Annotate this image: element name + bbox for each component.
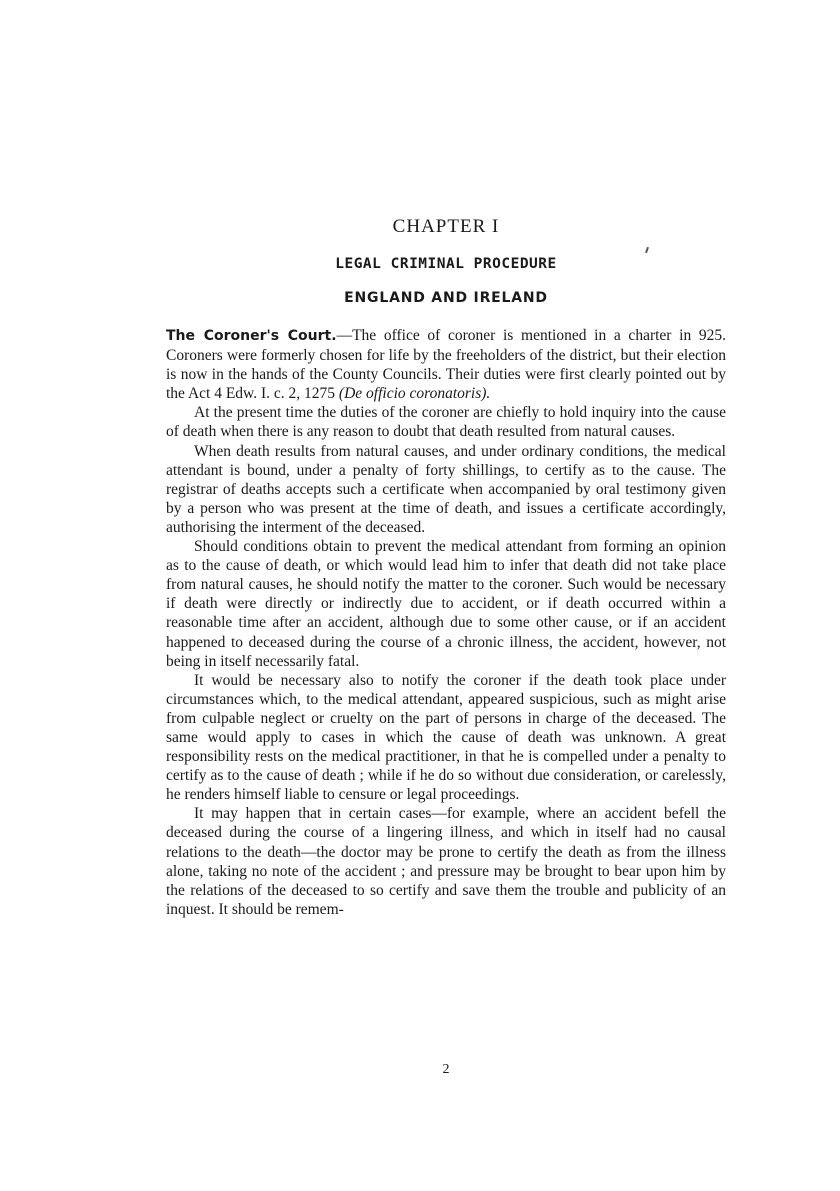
paragraph-text: —The office of coroner is mentioned in a charter in 925. Coroners were formerly chosen for life by the freeholders of the district, but their election is now in the hands of the County Councils. Their duties were first clearly pointed out by the Act 4 Edw. I. c. 2, 1275 [166, 327, 727, 403]
subsection-title: ENGLAND AND IRELAND [344, 290, 548, 306]
paragraph: When death results from natural causes, and under ordinary conditions, the medical attendant is bound, under a penalty of forty shillings, to certify as to the cause. The registrar of deaths accepts such a certificate when accompanied by oral testimony given by a person who was present at the time of death, and issues a certificate accordingly, authorising the interment of the deceased. [166, 442, 726, 536]
latin-citation: (De officio coronatoris). [338, 385, 491, 403]
run-in-heading: The Coroner's Court. [166, 328, 337, 344]
section-title: LEGAL CRIMINAL PROCEDURE [335, 256, 557, 272]
chapter-title: CHAPTER I [392, 216, 500, 237]
body-text [166, 326, 726, 919]
paragraph-coroners-court [166, 326, 726, 403]
paragraph: At the present time the duties of the coroner are chiefly to hold inquiry into the cause of death when there is any reason to doubt that death resulted from natural causes. [166, 404, 726, 441]
paragraph: It would be necessary also to notify the coroner if the death took place under circumstances which, to the medical attendant, appeared suspicious, such as might arise from culpable neglect or cruelty on the part of persons in charge of the deceased. The same would apply to cases in which the cause of death was unknown. A great responsibility rests on the medical practitioner, in that he is compelled under a penalty to certify as to the cause of death ; while if he do so without due consideration, or carelessly, he renders himself liable to censure or legal proceedings. [166, 671, 726, 804]
paragraph: It may happen that in certain cases—for example, where an accident befell the deceased during the course of a lingering illness, and which in itself had no causal relations to the death—the doctor may be prone to certify the death as from the illness alone, taking no note of the accident ; and pressure may be brought to bear upon him by the relations of the deceased to so certify and save them the trouble and publicity of an inquest. It should be remem- [166, 805, 726, 918]
book-page [166, 0, 726, 1191]
paragraph: Should conditions obtain to prevent the medical attendant from forming an opinion as to the cause of death, or which would lead him to infer that death did not take place from natural causes, he should notify the matter to the coroner. Such would be necessary if death were directly or indirectly due to accident, or if death occurred within a reasonable time after an accident, although due to some other cause, or if an accident happened to deceased during the course of a chronic illness, the accident, however, not being in itself necessarily fatal. [166, 538, 726, 670]
page-number: 2 [442, 1062, 450, 1077]
